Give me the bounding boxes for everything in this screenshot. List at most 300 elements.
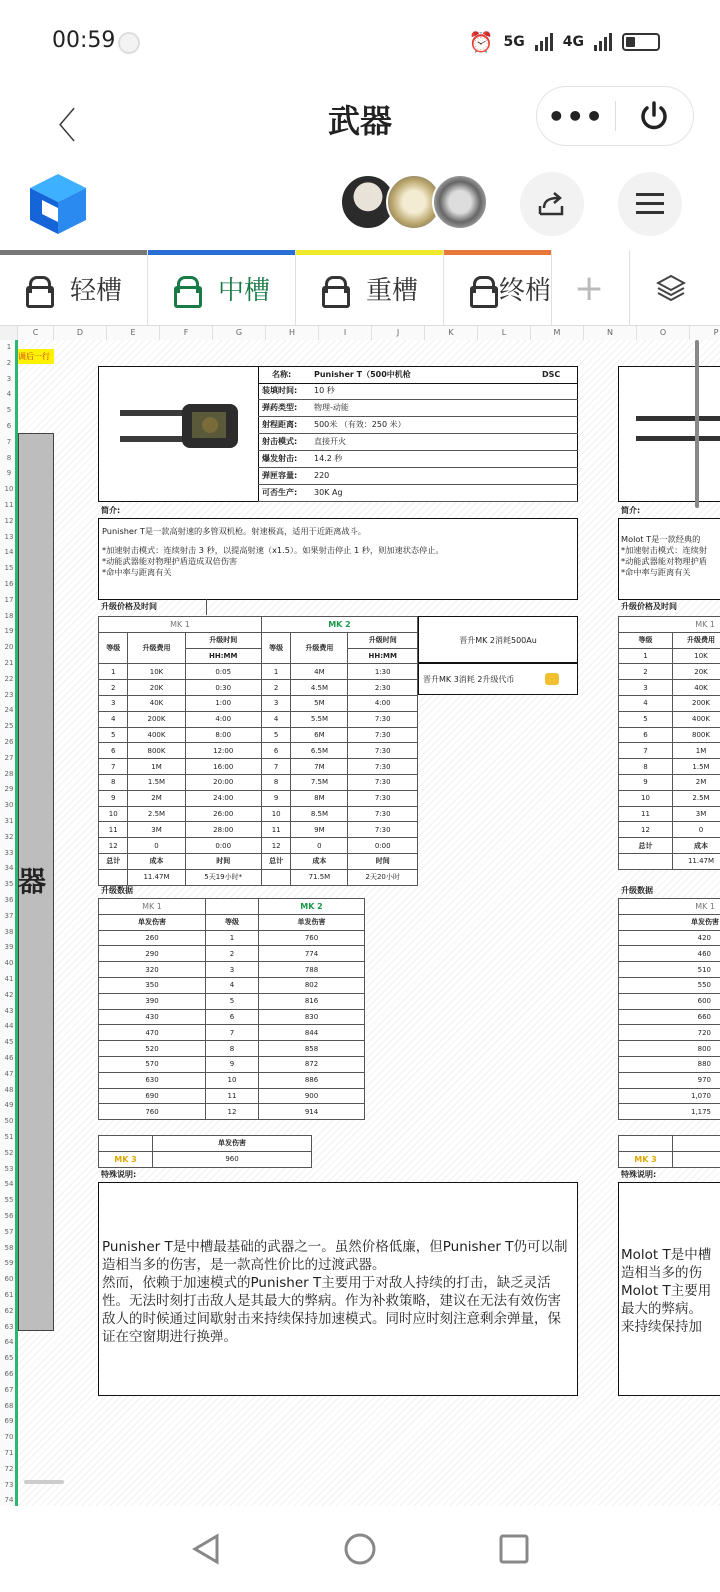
column-header[interactable]: G [213,326,266,340]
table-cell[interactable]: 1 [619,648,673,664]
table-cell[interactable]: 5M [291,695,348,711]
table-cell[interactable]: 760 [99,1104,206,1120]
column-header[interactable]: H [266,326,319,340]
column-header[interactable]: P [690,326,720,340]
table-cell[interactable]: 800K [673,727,720,743]
row-header[interactable]: 50 [4,1117,14,1126]
table-cell[interactable]: 9 [619,774,673,790]
table-cell[interactable]: 880 [619,1056,720,1072]
table-cell[interactable]: 970 [619,1072,720,1088]
table-row [619,838,720,854]
table-row [619,774,720,790]
row-header[interactable]: 74 [4,1496,14,1505]
table-cell[interactable]: 10 [99,806,128,822]
table-cell[interactable]: 10 [619,790,673,806]
row-header[interactable]: 17 [4,595,14,604]
table-cell[interactable]: 320 [99,962,206,978]
table-cell[interactable]: 3M [673,806,720,822]
row-header[interactable]: 12 [4,516,14,525]
column-header[interactable]: E [107,326,160,340]
table-cell[interactable]: 760 [259,930,365,946]
table-cell[interactable]: 10 [261,806,290,822]
table-cell[interactable]: 7M [291,759,348,775]
table-row [99,743,418,759]
row-header[interactable]: 65 [4,1354,14,1363]
row-header[interactable]: 22 [4,674,14,683]
table-cell[interactable]: 26:00 [185,806,261,822]
table-cell[interactable]: 400K [128,727,185,743]
table-cell[interactable]: 11 [261,822,290,838]
table-cell[interactable]: 0:05 [185,664,261,680]
table-cell[interactable]: 858 [259,1041,365,1057]
row-header[interactable]: 42 [4,990,14,999]
table-cell[interactable]: 570 [99,1056,206,1072]
table-cell[interactable]: 5.5M [291,711,348,727]
row-header[interactable]: 46 [4,1054,14,1062]
table-cell[interactable]: 720 [619,1025,720,1041]
table-row [619,1088,720,1104]
table-cell[interactable]: 7 [206,1025,259,1041]
row-header[interactable]: 4 [6,390,12,399]
row-header[interactable]: 19 [4,627,14,636]
vertical-scrollbar[interactable] [695,340,699,508]
table-cell[interactable]: 4M [291,664,348,680]
total-cell[interactable]: 2天20小时 [348,869,418,885]
row-header[interactable]: 24 [4,706,14,715]
share-button[interactable] [520,172,584,236]
nav-home-icon[interactable] [343,1532,377,1566]
table-cell[interactable]: 7:30 [348,759,418,775]
table-cell[interactable]: 788 [259,962,365,978]
row-header[interactable]: 30 [4,801,14,810]
total-cell[interactable] [261,869,290,885]
table-cell[interactable]: 20K [673,664,720,680]
row-header[interactable]: 2 [6,358,12,367]
table-cell[interactable]: 3 [206,962,259,978]
right-mk3-label: MK 3 [619,1151,673,1167]
row-header[interactable]: 31 [4,817,14,825]
right-special-line: 来持续保持加 [621,1319,702,1335]
tab-medium-slot[interactable] [148,250,296,326]
row-header[interactable]: 67 [4,1385,14,1394]
row-header[interactable]: 70 [4,1433,14,1442]
table-cell[interactable]: 11 [619,806,673,822]
row-header[interactable]: 3 [6,374,12,383]
table-cell[interactable]: 900 [259,1088,365,1104]
horizontal-scrollbar[interactable] [24,1480,64,1484]
sticky-note[interactable]: 调后一行 [18,349,54,364]
table-cell[interactable]: 290 [99,946,206,962]
table-cell[interactable]: 7:30 [348,806,418,822]
table-cell[interactable]: 1.5M [673,759,720,775]
row-header[interactable]: 37 [4,911,14,920]
row-header[interactable]: 66 [4,1370,14,1378]
table-cell[interactable]: 6M [291,727,348,743]
add-sheet-button[interactable]: + [552,250,630,326]
table-cell[interactable]: 11 [206,1088,259,1104]
table-cell[interactable]: 1 [99,664,128,680]
row-header[interactable]: 44 [4,1022,14,1031]
table-cell[interactable]: 20:00 [185,774,261,790]
row-header[interactable]: 43 [4,1006,14,1015]
table-row [99,774,418,790]
row-header[interactable]: 20 [4,643,14,652]
column-header[interactable]: K [425,326,478,340]
avatar[interactable] [432,174,488,230]
table-cell[interactable]: 3M [128,822,185,838]
row-header[interactable]: 58 [4,1243,14,1252]
table-cell[interactable]: 4.5M [291,680,348,696]
header-cell: 等级 [619,632,673,648]
table-cell[interactable]: 800 [619,1041,720,1057]
header-cell: 等级 [99,632,128,664]
table-cell[interactable]: 470 [99,1025,206,1041]
table-cell[interactable]: 7:30 [348,711,418,727]
moon-icon [118,32,140,54]
row-header[interactable]: 52 [4,1148,14,1157]
table-cell[interactable]: 420 [619,930,720,946]
table-cell[interactable]: 7:30 [348,822,418,838]
row-header[interactable]: 49 [4,1101,14,1110]
table-cell[interactable]: 0 [291,838,348,854]
header-cell: 升级费用 [128,632,185,664]
table-cell[interactable]: 844 [259,1025,365,1041]
row-header[interactable]: 61 [4,1291,14,1299]
row-header[interactable]: 55 [4,1196,14,1205]
table-cell[interactable]: 2M [673,774,720,790]
table-cell[interactable]: 4:00 [348,695,418,711]
row-header[interactable]: 14 [4,548,14,557]
row-header[interactable]: 48 [4,1085,14,1094]
table-cell[interactable]: 2.5M [673,790,720,806]
table-cell[interactable]: 1 [206,930,259,946]
row-header[interactable]: 6 [6,422,12,430]
table-cell[interactable]: 1:30 [348,664,418,680]
table-cell[interactable]: 8 [261,774,290,790]
total-cell[interactable]: 71.5M [291,869,348,885]
tab-heavy-slot[interactable] [296,250,444,326]
table-cell[interactable]: 4 [206,977,259,993]
row-header[interactable]: 35 [4,880,14,889]
more-options-button[interactable]: ••• [547,99,605,133]
table-cell[interactable]: 690 [99,1088,206,1104]
table-cell[interactable]: 830 [259,1009,365,1025]
close-power-button[interactable] [616,86,694,146]
row-header[interactable]: 1 [6,343,12,351]
table-cell[interactable]: 5 [99,727,128,743]
table-cell[interactable]: 2M [128,790,185,806]
row-header[interactable]: 25 [4,722,14,731]
table-cell[interactable]: 914 [259,1104,365,1120]
spreadsheet-grid[interactable] [0,326,720,1506]
row-header[interactable]: 27 [4,753,14,762]
table-cell[interactable]: 390 [99,993,206,1009]
column-header[interactable]: D [54,326,107,340]
right-damage-table [618,898,720,1120]
nav-back-icon[interactable] [189,1532,223,1566]
table-cell[interactable]: 7 [619,743,673,759]
table-cell[interactable]: 6 [99,743,128,759]
table-cell[interactable]: 630 [99,1072,206,1088]
nav-recents-icon[interactable] [497,1532,531,1566]
row-header[interactable]: 23 [4,690,14,699]
lock-icon [26,276,48,300]
row-header[interactable]: 5 [6,406,12,415]
table-cell[interactable]: 872 [259,1056,365,1072]
table-cell[interactable]: 6 [206,1009,259,1025]
row-header[interactable]: 72 [4,1464,14,1473]
row-header[interactable]: 47 [4,1069,14,1078]
table-cell[interactable]: 2 [619,664,673,680]
table-cell[interactable]: 40K [673,680,720,696]
table-cell[interactable]: 11 [99,822,128,838]
row-header[interactable]: 18 [4,611,14,620]
table-cell[interactable]: 1,070 [619,1088,720,1104]
table-cell[interactable]: 1M [673,743,720,759]
table-cell[interactable]: 774 [259,946,365,962]
table-cell[interactable]: 12 [619,822,673,838]
table-cell[interactable]: 10 [206,1072,259,1088]
table-cell[interactable]: 3 [619,680,673,696]
table-row [619,930,720,946]
table-cell[interactable]: 1:00 [185,695,261,711]
tab-final-slot[interactable] [444,250,552,326]
total-cell[interactable] [619,853,673,869]
row-header[interactable]: 69 [4,1417,14,1426]
right-weapon-image [636,410,720,450]
table-row [99,680,418,696]
row-header[interactable]: 9 [6,469,12,478]
row-header[interactable]: 15 [4,564,14,573]
mk2-header: MK 2 [261,617,417,633]
row-header[interactable]: 51 [4,1133,14,1141]
status-icons [469,30,660,54]
table-cell[interactable]: 3 [99,695,128,711]
table-cell[interactable]: 886 [259,1072,365,1088]
table-cell[interactable]: 8 [206,1041,259,1057]
table-cell[interactable]: 6.5M [291,743,348,759]
table-cell[interactable]: 24:00 [185,790,261,806]
sheet-list-button[interactable] [630,250,720,326]
table-cell[interactable]: 7:30 [348,790,418,806]
table-cell[interactable]: 20K [128,680,185,696]
table-cell[interactable]: 0:00 [348,838,418,854]
table-cell[interactable]: 4 [619,695,673,711]
info-row-line [258,501,578,502]
row-header[interactable]: 53 [4,1164,14,1173]
table-cell[interactable]: 8M [291,790,348,806]
table-cell[interactable]: 12 [261,838,290,854]
table-cell[interactable]: 4 [99,711,128,727]
row-header[interactable]: 54 [4,1180,14,1189]
table-cell[interactable]: 1.5M [128,774,185,790]
row-header[interactable]: 63 [4,1322,14,1331]
row-header[interactable]: 62 [4,1306,14,1315]
table-row [99,1088,365,1104]
header-cell: 总计 [261,853,290,869]
row-header[interactable]: 28 [4,769,14,778]
column-header[interactable]: L [478,326,531,340]
mk3-label: MK 3 [99,1151,153,1167]
row-header[interactable]: 41 [4,975,14,983]
table-cell[interactable]: 550 [619,977,720,993]
table-cell[interactable]: 510 [619,962,720,978]
row-header[interactable]: 32 [4,832,14,841]
row-header[interactable]: 40 [4,959,14,968]
row-header[interactable]: 36 [4,896,14,904]
menu-button[interactable] [618,172,682,236]
table-cell[interactable]: 802 [259,977,365,993]
app-logo-icon[interactable] [28,172,88,236]
table-cell[interactable]: 8 [619,759,673,775]
total-cell[interactable]: 11.47M [673,853,720,869]
table-cell[interactable]: 430 [99,1009,206,1025]
table-row [99,914,365,930]
table-cell[interactable]: 12:00 [185,743,261,759]
column-header[interactable]: J [372,326,425,340]
table-cell[interactable]: 7 [99,759,128,775]
upgrade-data-label: 升级数据 [101,886,133,895]
info-row-line [258,433,578,434]
column-header[interactable]: F [160,326,213,340]
table-row [619,914,720,930]
table-cell[interactable]: 2:30 [348,680,418,696]
table-cell[interactable]: 520 [99,1041,206,1057]
table-cell[interactable]: 9M [291,822,348,838]
table-cell[interactable]: 0 [673,822,720,838]
row-header[interactable]: 59 [4,1259,14,1268]
table-cell[interactable]: 40K [128,695,185,711]
row-header[interactable]: 33 [4,848,14,857]
table-cell[interactable]: 350 [99,977,206,993]
row-header[interactable]: 11 [4,501,14,509]
table-cell[interactable]: 8 [99,774,128,790]
row-header[interactable]: 7 [6,437,12,446]
table-cell[interactable]: 800K [128,743,185,759]
table-cell[interactable]: 10K [128,664,185,680]
table-cell[interactable]: 1 [261,664,290,680]
table-cell[interactable]: 7:30 [348,774,418,790]
column-header[interactable]: C [18,326,54,340]
header-cell: 单发伤害 [619,914,720,930]
table-cell[interactable]: 9 [261,790,290,806]
table-cell[interactable]: 4 [261,711,290,727]
intro-line: Punisher T是一款高射速的多管双机枪。射速极高，适用于近距离战斗。 [102,526,366,536]
row-header[interactable]: 71 [4,1449,14,1457]
doc-toolbar [0,168,720,244]
row-header[interactable]: 57 [4,1227,14,1236]
table-cell[interactable]: 7.5M [291,774,348,790]
right-mk1-header: MK 1 [619,617,720,633]
table-cell[interactable]: 7:30 [348,727,418,743]
collaborator-avatars[interactable] [350,174,488,230]
table-cell[interactable]: 200K [128,711,185,727]
row-header[interactable]: 60 [4,1275,14,1284]
info-key: 射击模式: [262,437,298,446]
table-cell[interactable]: 0:30 [185,680,261,696]
table-cell[interactable]: 1,175 [619,1104,720,1120]
table-cell[interactable]: 8:00 [185,727,261,743]
table-row [99,962,365,978]
tab-light-slot[interactable] [0,250,148,326]
row-header[interactable]: 39 [4,943,14,952]
total-cell[interactable]: 11.47M [128,869,185,885]
info-value: 10 秒 [314,386,335,395]
row-header[interactable]: 8 [6,453,12,462]
table-cell[interactable]: 3 [261,695,290,711]
row-header[interactable]: 38 [4,927,14,936]
table-cell[interactable]: 2 [206,946,259,962]
row-header[interactable]: 56 [4,1212,14,1220]
table-cell[interactable]: 6 [619,727,673,743]
row-header[interactable]: 64 [4,1338,14,1347]
table-cell[interactable]: 0 [128,838,185,854]
table-row [99,617,418,633]
table-cell[interactable]: 16:00 [185,759,261,775]
table-cell[interactable]: 8.5M [291,806,348,822]
table-cell[interactable]: 10K [673,648,720,664]
row-header[interactable]: 10 [4,485,14,494]
table-cell[interactable]: 9 [99,790,128,806]
right-intro-line: Molot T是一款经典的 [621,534,701,544]
table-cell[interactable]: 816 [259,993,365,1009]
row-header[interactable]: 34 [4,864,14,873]
table-cell[interactable]: 5 [206,993,259,1009]
table-cell[interactable]: 400K [673,711,720,727]
mk3-note-text: 晋升MK 3消耗 2升级代币 [423,675,515,684]
table-row [99,1056,365,1072]
table-cell[interactable]: 5 [619,711,673,727]
row-header[interactable]: 26 [4,738,14,746]
table-cell[interactable]: 460 [619,946,720,962]
table-cell[interactable]: 0:00 [185,838,261,854]
column-header[interactable]: O [637,326,690,340]
table-cell[interactable]: 2.5M [128,806,185,822]
table-cell[interactable]: 600 [619,993,720,1009]
table-cell[interactable]: 200K [673,695,720,711]
table-cell[interactable]: 4:00 [185,711,261,727]
row-header[interactable]: 13 [4,532,14,541]
row-header[interactable]: 45 [4,1038,14,1047]
column-header[interactable]: I [319,326,372,340]
row-header[interactable]: 16 [4,580,14,588]
column-header[interactable]: N [584,326,637,340]
table-cell[interactable]: 7:30 [348,743,418,759]
total-cell[interactable]: 5天19小时* [185,869,261,885]
table-cell[interactable]: 6 [261,743,290,759]
table-row [619,727,720,743]
table-cell[interactable]: 12 [206,1104,259,1120]
table-cell[interactable]: 7 [261,759,290,775]
table-cell[interactable]: 660 [619,1009,720,1025]
tab-label: 终梢 [498,275,551,306]
row-header[interactable]: 29 [4,785,14,794]
table-cell[interactable]: 2 [261,680,290,696]
row-header[interactable]: 68 [4,1401,14,1410]
back-arrow-icon[interactable]: 〈 [40,106,77,147]
table-cell[interactable]: 2 [99,680,128,696]
table-cell[interactable]: 1M [128,759,185,775]
row-header[interactable]: 21 [4,659,14,667]
row-header[interactable]: 73 [4,1480,14,1489]
table-cell[interactable]: 28:00 [185,822,261,838]
table-cell[interactable]: 9 [206,1056,259,1072]
table-cell[interactable]: 5 [261,727,290,743]
mk3-value: 960 [153,1151,312,1167]
table-cell[interactable]: 260 [99,930,206,946]
column-header[interactable]: M [531,326,584,340]
table-cell[interactable]: 12 [99,838,128,854]
